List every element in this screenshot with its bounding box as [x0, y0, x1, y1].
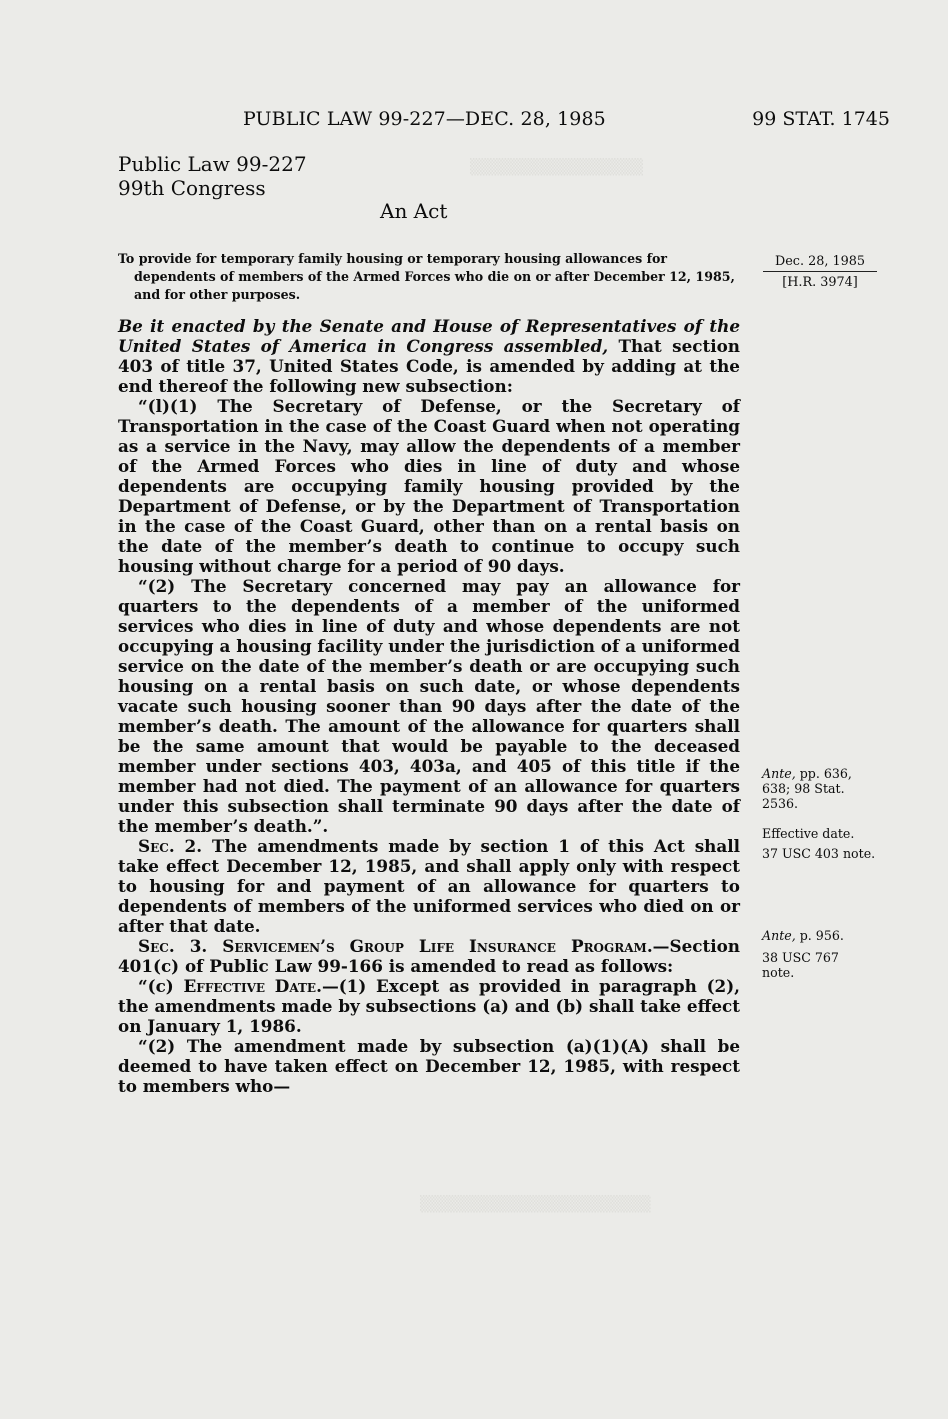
- subsection-l-2: “(2) The Secretary concerned may pay an allowance for quarters to the dependents of a member of the uniformed services who dies in line of duty and whose dependents are not occupying a housing facility under the jurisdiction of a uniformed service on the date of the member’s death or are occupying such housing on a rental basis on such date, or whose dependents vacate such housing sooner than 90 days after the date of the member’s death. The amount of the allowance for quarters shall be the same amount that would be payable to the deceased member under sections 403, 403a, and 405 of this title if the member had not died. The payment of an allowance for quarters under this subsection shall terminate 90 days after the date of the member’s death.”.: [118, 576, 740, 836]
- sidenote-ante-1: [762, 766, 902, 811]
- sidenote-ante-2-page: p. 956.: [795, 928, 844, 943]
- sidenote-usc-767: [762, 950, 902, 980]
- sidenote-ante-1-line-3: 2536.: [762, 796, 799, 811]
- sidenote-usc-403: 37 USC 403 note.: [762, 846, 876, 861]
- running-title: PUBLIC LAW 99-227—DEC. 28, 1985: [243, 108, 606, 130]
- enacting-clause-text: That section 403 of title 37, United States Code, is amended by adding at the end thereof the following new subsection:: [118, 336, 740, 396]
- paragraph-c-text: —(1) Except as provided in paragraph (2), the amendments made by subsections (a) and (b) shall take effect on January 1, 1986.: [118, 976, 741, 1036]
- act-heading: An Act: [380, 199, 448, 223]
- sidenote-approval-date: Dec. 28, 1985: [763, 254, 877, 272]
- section-3: [118, 936, 740, 976]
- congress-number: 99th Congress: [118, 176, 266, 200]
- section-2: [118, 836, 740, 936]
- sidenote-effective-date: Effective date.: [762, 826, 855, 841]
- sidenote-bill-number: [H.R. 3974]: [782, 275, 858, 290]
- purpose-line-2: dependents of members of the Armed Forces who die on or after December 12, 1985,: [134, 269, 735, 284]
- sidenote-ante-2-italic: Ante,: [762, 928, 796, 943]
- stat-citation: 99 STAT. 1745: [752, 108, 890, 130]
- sidenote-ante-1-italic: Ante,: [762, 766, 796, 781]
- enacting-clause: [118, 316, 740, 396]
- purpose-line-3: and for other purposes.: [134, 287, 301, 302]
- section-3-heading: Servicemen’s Group Life Insurance Program.: [222, 936, 653, 956]
- act-body: [118, 316, 740, 1096]
- section-2-label: Sec. 2.: [138, 836, 203, 856]
- purpose-line-1: To provide for temporary family housing or temporary housing allowances for: [118, 251, 668, 266]
- enacting-formula: Be it enacted by the Senate and House of Representatives of the United States of America in Congress assembled,: [118, 316, 740, 356]
- paragraph-c-1: [118, 976, 740, 1036]
- subsection-l-1: “(l)(1) The Secretary of Defense, or the Secretary of Transportation in the case of the Coast Guard when not operating as a service in the Navy, may allow the dependents of a member of the Armed Forces who dies in line of duty and whose dependents are occupying family housing provided by the Department of Defense, or by the Department of Transportation in the case of the Coast Guard, other than on a rental basis on the date of the member’s death to continue to occupy such housing without charge for a period of 90 days.: [118, 396, 740, 576]
- sidenote-ante-2: [762, 928, 902, 943]
- sidenote-usc-767-line-1: 38 USC 767: [762, 950, 839, 965]
- paragraph-c-open: “(c): [138, 976, 184, 996]
- section-2-text: The amendments made by section 1 of this Act shall take effect December 12, 1985, and shall apply only with respect to housing for and payment of an allowance for quarters to dependents of members of the uniformed services who died on or after that date.: [118, 836, 740, 936]
- sidenote-ante-1-pages: pp. 636,: [795, 766, 852, 781]
- sidenote-usc-767-line-2: note.: [762, 965, 795, 980]
- bleed-through-mark: ▒▒▒▒▒▒▒▒▒▒▒▒▒▒▒▒▒▒▒▒: [420, 1195, 651, 1213]
- purpose-clause: [118, 250, 740, 304]
- paragraph-c-2: “(2) The amendment made by subsection (a)(1)(A) shall be deemed to have taken effect on December 12, 1985, with respect to members who—: [118, 1036, 740, 1096]
- bleed-through-mark: ▒▒▒▒▒▒▒▒▒▒▒▒▒▒▒: [470, 158, 644, 176]
- section-3-text: —Section 401(c) of Public Law 99-166 is amended to read as follows:: [118, 936, 740, 976]
- law-number: Public Law 99-227: [118, 152, 307, 176]
- section-3-label: Sec. 3.: [138, 936, 208, 956]
- sidenote-ante-1-line-2: 638; 98 Stat.: [762, 781, 845, 796]
- paragraph-c-heading: Effective Date.: [183, 976, 322, 996]
- sidenote-ante-1-line-1: [762, 766, 902, 781]
